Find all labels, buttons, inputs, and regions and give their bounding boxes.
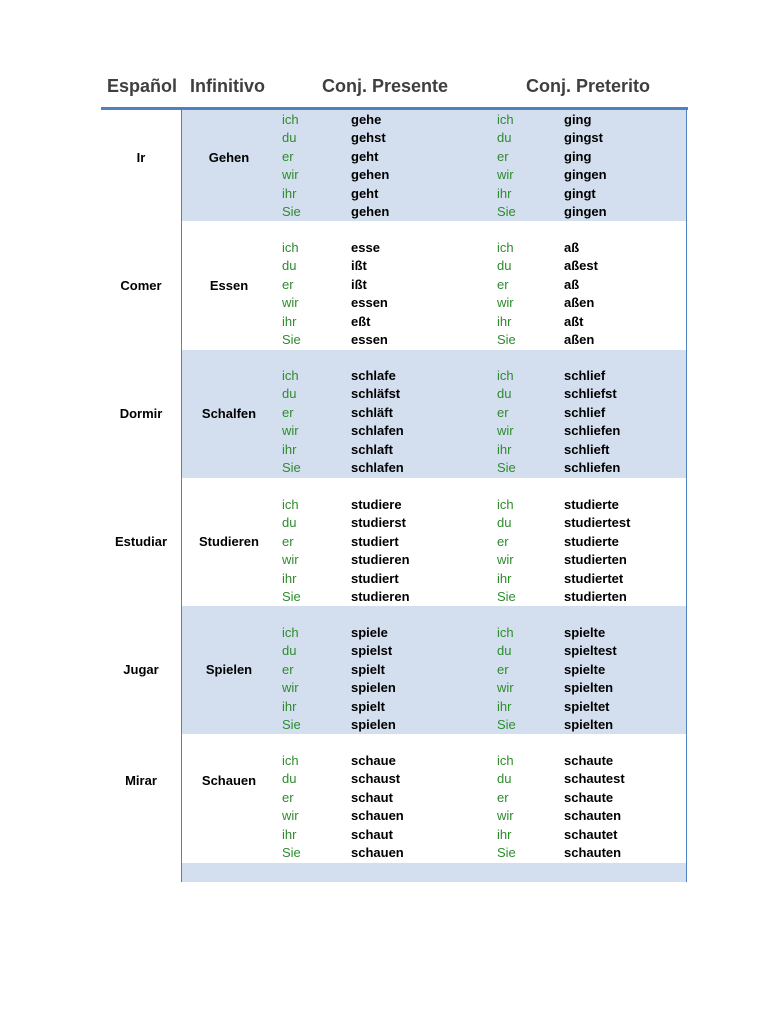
presente-pronoun: wir: [282, 808, 299, 824]
presente-pronoun: ihr: [282, 441, 297, 457]
presente-pronoun: er: [282, 533, 294, 549]
verb-row: [182, 350, 686, 478]
presente-form: spielt: [351, 661, 385, 677]
preterito-form: schauten: [564, 808, 622, 824]
preterito-form: schlief: [564, 404, 606, 420]
presente-pronoun: Sie: [282, 332, 301, 347]
presente-form: eßt: [351, 313, 371, 329]
preterito-form: gingen: [564, 204, 607, 219]
presente-form: studieren: [351, 589, 410, 604]
presente-form: schaust: [351, 771, 401, 787]
presente-pronoun: Sie: [282, 589, 301, 604]
presente-pronoun: er: [282, 404, 294, 420]
infinitive: Schauen: [201, 773, 257, 788]
presente-pronoun: er: [282, 148, 294, 164]
preterito-pronoun: Sie: [497, 845, 516, 860]
preterito-form: gingst: [564, 130, 603, 146]
presente-form: essen: [351, 332, 388, 347]
preterito-form: schauten: [564, 845, 622, 860]
presente-pronoun: ihr: [282, 313, 297, 329]
preterito-pronoun: Sie: [497, 460, 516, 475]
presente-form: schaue: [351, 753, 396, 768]
preterito-form: gingt: [564, 185, 596, 201]
presente-pronoun: er: [282, 789, 294, 805]
preterito-form: studiertet: [564, 570, 624, 586]
presente-form: gehen: [351, 167, 390, 183]
verb-row: [182, 606, 686, 734]
table-header: [0, 72, 768, 106]
preterito-pronoun: er: [497, 276, 509, 292]
preterito-form: schlief: [564, 368, 606, 383]
preterito-pronoun: Sie: [497, 332, 516, 347]
presente-form: ißt: [351, 276, 367, 292]
preterito-pronoun: er: [497, 533, 509, 549]
preterito-pronoun: ihr: [497, 441, 512, 457]
preterito-form: spielten: [564, 680, 614, 696]
preterito-form: spielte: [564, 625, 606, 640]
presente-form: studieren: [351, 552, 410, 568]
presente-form: gehst: [351, 130, 386, 146]
spanish-verb: Estudiar: [114, 534, 168, 549]
presente-form: esse: [351, 240, 380, 255]
preterito-pronoun: er: [497, 661, 509, 677]
preterito-form: spielte: [564, 661, 606, 677]
presente-form: gehen: [351, 204, 390, 219]
presente-form: schlafen: [351, 460, 404, 475]
preterito-pronoun: wir: [497, 167, 514, 183]
spanish-verb: Comer: [120, 278, 162, 293]
presente-form: schläfst: [351, 386, 401, 402]
preterito-form: spieltet: [564, 698, 610, 714]
presente-form: schlafe: [351, 368, 396, 383]
preterito-form: schaute: [564, 789, 614, 805]
presente-form: spielt: [351, 698, 385, 714]
preterito-pronoun: ihr: [497, 313, 512, 329]
preterito-form: schliefen: [564, 460, 621, 475]
presente-form: spielen: [351, 717, 396, 732]
preterito-pronoun: ich: [497, 625, 514, 640]
presente-pronoun: ihr: [282, 698, 297, 714]
spanish-verb: Jugar: [123, 662, 159, 677]
presente-pronoun: ich: [282, 625, 299, 640]
infinitive: Essen: [209, 278, 249, 293]
presente-form: geht: [351, 185, 379, 201]
preterito-pronoun: ihr: [497, 185, 512, 201]
header-preterito: Conj. Preterito: [526, 76, 651, 96]
presente-form: schauen: [351, 808, 404, 824]
presente-form: studierst: [351, 515, 406, 531]
presente-pronoun: du: [282, 386, 297, 402]
presente-pronoun: ich: [282, 240, 299, 255]
presente-form: studiert: [351, 533, 399, 549]
preterito-pronoun: du: [497, 130, 512, 146]
presente-pronoun: wir: [282, 167, 299, 183]
presente-form: studiert: [351, 570, 399, 586]
preterito-pronoun: Sie: [497, 717, 516, 732]
spanish-verb: Dormir: [119, 406, 163, 421]
presente-form: schaut: [351, 789, 393, 805]
preterito-pronoun: Sie: [497, 589, 516, 604]
presente-pronoun: ihr: [282, 185, 297, 201]
presente-form: schaut: [351, 826, 393, 842]
preterito-form: ging: [564, 112, 592, 127]
presente-form: schlaft: [351, 441, 393, 457]
preterito-pronoun: ich: [497, 368, 514, 383]
preterito-form: spielten: [564, 717, 614, 732]
infinitive: Schalfen: [201, 406, 257, 421]
preterito-pronoun: wir: [497, 680, 514, 696]
preterito-form: schaute: [564, 753, 614, 768]
preterito-pronoun: ich: [497, 753, 514, 768]
presente-pronoun: wir: [282, 680, 299, 696]
infinitive: Studieren: [199, 534, 259, 549]
infinitive: Gehen: [208, 150, 250, 165]
spanish-verb: Mirar: [125, 773, 157, 788]
preterito-form: aßen: [564, 295, 595, 311]
infinitive: Spielen: [205, 662, 253, 677]
preterito-pronoun: Sie: [497, 204, 516, 219]
presente-pronoun: ich: [282, 112, 299, 127]
presente-pronoun: ich: [282, 753, 299, 768]
presente-form: essen: [351, 295, 388, 311]
preterito-form: schautet: [564, 826, 618, 842]
spanish-verb: Ir: [136, 150, 146, 165]
presente-form: spielen: [351, 680, 396, 696]
header-infinitivo: Infinitivo: [190, 76, 265, 96]
presente-pronoun: du: [282, 130, 297, 146]
preterito-form: spieltest: [564, 643, 617, 659]
preterito-form: ging: [564, 148, 592, 164]
preterito-pronoun: du: [497, 643, 512, 659]
presente-pronoun: Sie: [282, 204, 301, 219]
presente-form: studiere: [351, 497, 402, 512]
presente-pronoun: er: [282, 276, 294, 292]
conjugation-table: [114, 110, 687, 882]
preterito-form: aßt: [564, 313, 584, 329]
presente-pronoun: Sie: [282, 717, 301, 732]
preterito-pronoun: du: [497, 771, 512, 787]
preterito-form: schliefst: [564, 386, 617, 402]
verb-row: [182, 110, 686, 221]
preterito-form: studierte: [564, 533, 619, 549]
preterito-pronoun: ihr: [497, 826, 512, 842]
preterito-pronoun: du: [497, 386, 512, 402]
presente-form: gehe: [351, 112, 382, 127]
presente-form: spiele: [351, 625, 388, 640]
preterito-pronoun: er: [497, 789, 509, 805]
preterito-form: studierten: [564, 589, 627, 604]
header-espanol: Español: [107, 76, 178, 96]
presente-form: schläft: [351, 404, 393, 420]
preterito-pronoun: ihr: [497, 698, 512, 714]
presente-pronoun: wir: [282, 423, 299, 439]
preterito-pronoun: wir: [497, 552, 514, 568]
preterito-form: aß: [564, 276, 580, 292]
presente-pronoun: ihr: [282, 570, 297, 586]
preterito-form: schliefen: [564, 423, 621, 439]
verb-row: [182, 221, 686, 349]
preterito-form: studiertest: [564, 515, 631, 531]
preterito-form: gingen: [564, 167, 607, 183]
presente-pronoun: du: [282, 515, 297, 531]
preterito-pronoun: ich: [497, 497, 514, 512]
preterito-pronoun: ich: [497, 240, 514, 255]
preterito-form: schautest: [564, 771, 625, 787]
presente-form: schlafen: [351, 423, 404, 439]
presente-pronoun: wir: [282, 295, 299, 311]
presente-pronoun: wir: [282, 552, 299, 568]
preterito-pronoun: du: [497, 515, 512, 531]
presente-pronoun: du: [282, 771, 297, 787]
preterito-pronoun: ihr: [497, 570, 512, 586]
presente-pronoun: du: [282, 258, 297, 274]
presente-pronoun: ich: [282, 368, 299, 383]
preterito-form: aßen: [564, 332, 595, 347]
preterito-form: studierten: [564, 552, 627, 568]
table-footer-band: [182, 863, 686, 882]
presente-form: geht: [351, 148, 379, 164]
presente-pronoun: ihr: [282, 826, 297, 842]
header-presente: Conj. Presente: [322, 76, 449, 96]
preterito-form: aß: [564, 240, 580, 255]
preterito-form: aßest: [564, 258, 598, 274]
presente-pronoun: Sie: [282, 845, 301, 860]
preterito-pronoun: wir: [497, 808, 514, 824]
preterito-pronoun: wir: [497, 295, 514, 311]
presente-pronoun: er: [282, 661, 294, 677]
preterito-pronoun: ich: [497, 112, 514, 127]
presente-pronoun: Sie: [282, 460, 301, 475]
presente-form: ißt: [351, 258, 367, 274]
presente-pronoun: du: [282, 643, 297, 659]
presente-form: schauen: [351, 845, 404, 860]
presente-pronoun: ich: [282, 497, 299, 512]
preterito-pronoun: du: [497, 258, 512, 274]
preterito-form: studierte: [564, 497, 619, 512]
preterito-pronoun: er: [497, 148, 509, 164]
preterito-form: schlieft: [564, 441, 610, 457]
preterito-pronoun: wir: [497, 423, 514, 439]
presente-form: spielst: [351, 643, 393, 659]
preterito-pronoun: er: [497, 404, 509, 420]
